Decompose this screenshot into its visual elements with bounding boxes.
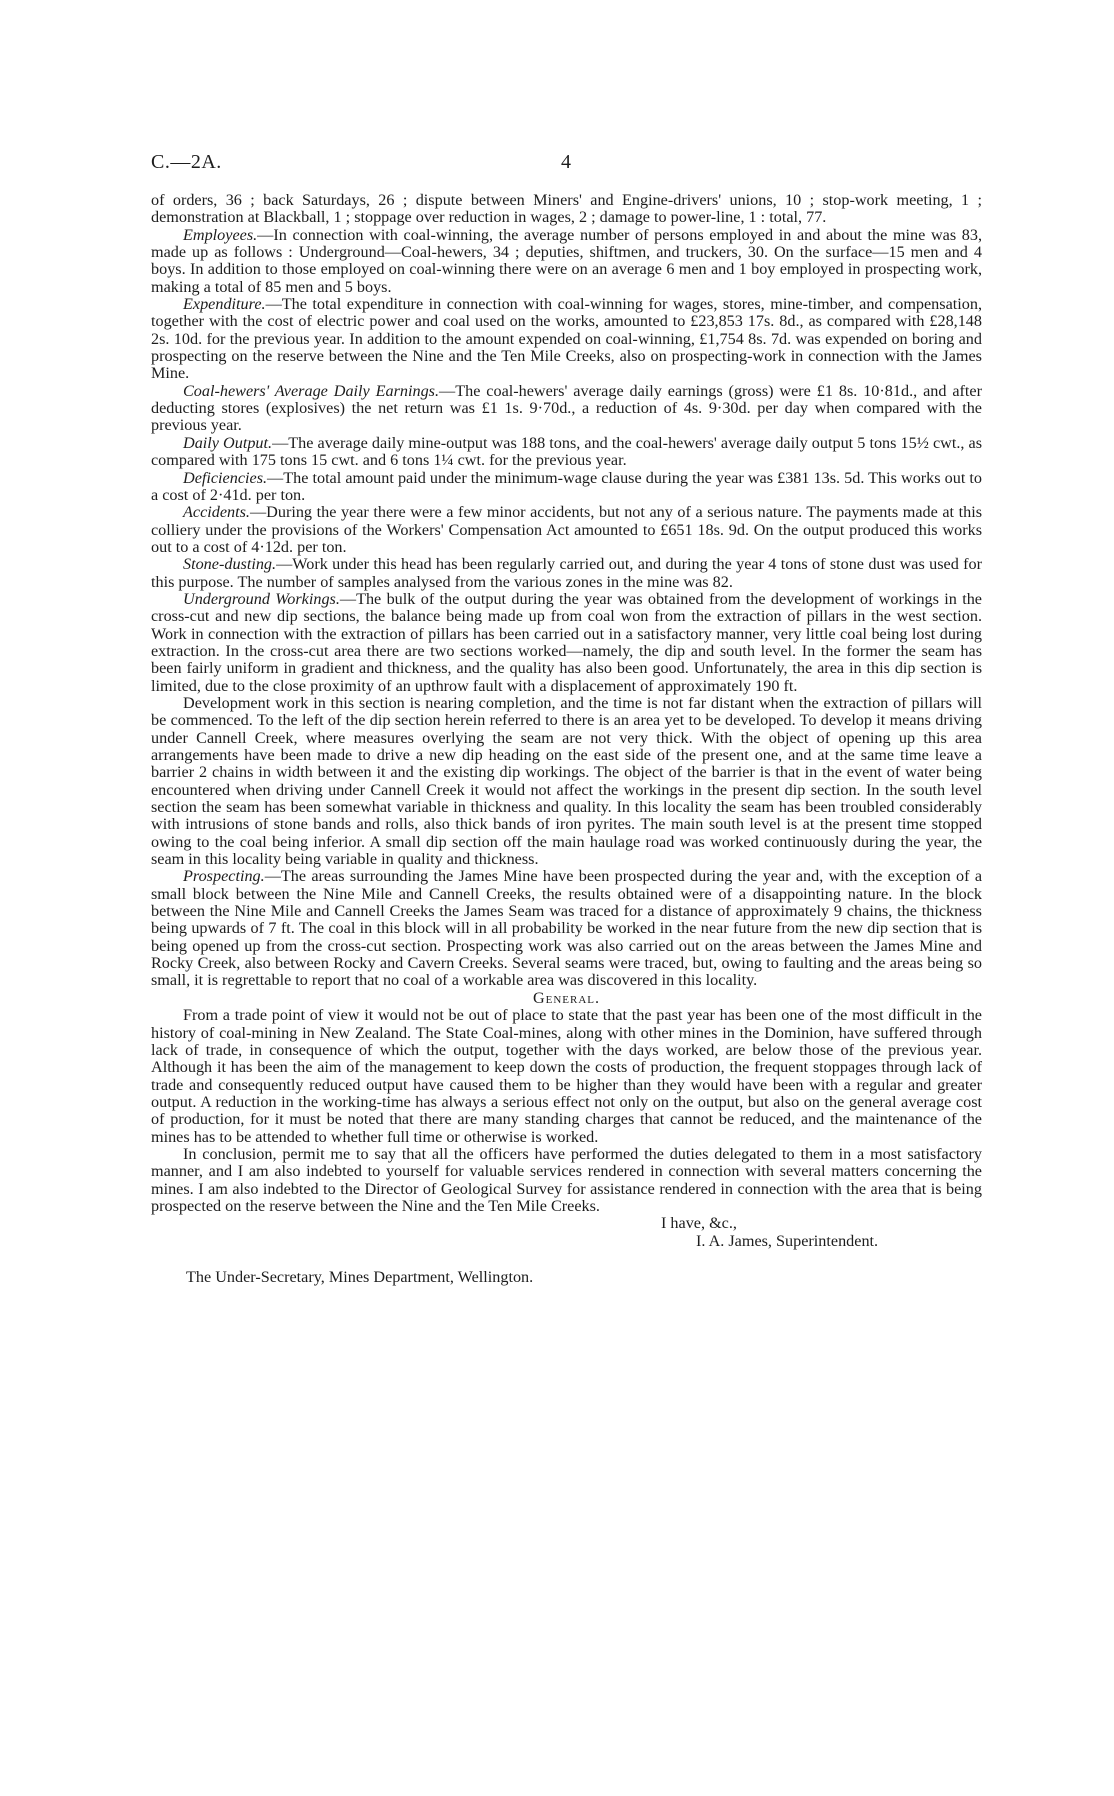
paragraph-conclusion: In conclusion, permit me to say that all the officers have performed the duties delegated to them in a most satisfactory manner, and I am also indebted to yourself for valuable services rendered in connection with several matters concerning the mines. I am also indebted to the Director of Geological Survey for assistance rendered in connection with the area that is being prospected on the reserve between the Nine and the Ten Mile Creeks.	[151, 1144, 982, 1215]
paragraph-heading: Employees.	[183, 225, 258, 244]
paragraph-earnings: Coal-hewers' Average Daily Earnings.—The coal-hewers' average daily earnings (gross) were £1 8s. 10·81d., and after deducting stores (explosives) the net return was £1 1s. 9·70d., a reduction of 4s. 9·30d. per day when compared with the previous year.	[151, 381, 982, 435]
paragraph-expenditure: Expenditure.—The total expenditure in connection with coal-winning for wages, stores, mine-timber, and compensation, together with the cost of electric power and coal used on the works, amounted to £23,853 17s. 8d., as compared with £28,148 2s. 10d. for the previous year. In addition to the amount expended on coal-winning, £1,754 8s. 7d. was expended on boring and prospecting on the reserve between the Nine and the Ten Mile Creeks, also on prospecting-work in connection with the James Mine.	[151, 295, 982, 383]
paragraph-stone-dusting: Stone-dusting.—Work under this head has been regularly carried out, and during the year 4 tons of stone dust was used for this purpose. The number of samples analysed from the various zones in the mine was 82.	[151, 555, 982, 591]
paragraph-heading: Prospecting.	[183, 867, 265, 886]
paragraph-prospecting: Prospecting.—The areas surrounding the James Mine have been prospected during the year and, with the exception of a small block between the Nine Mile and Cannell Creeks, the results obtained were of a disappointing nature. In the block between the Nine Mile and Cannell Creeks the James Seam was traced for a distance of approximately 9 chains, the thickness being upwards of 7 ft. The coal in this block will in all probability be worked in the near future from the new dip section that is being opened up from the cross-cut section. Prospecting work was also carried out on the areas between the James Mine and Rocky Creek, also between Rocky and Cavern Creeks. Several seams were traced, but, owing to faulting and the areas being so small, it is regrettable to report that no coal of a workable area was discovered in this locality.	[151, 867, 982, 990]
paragraph-heading: Coal-hewers' Average Daily Earnings.	[183, 381, 440, 400]
paragraph-heading: Deficiencies.	[183, 468, 268, 487]
page-number: 4	[561, 151, 571, 173]
addressee: The Under-Secretary, Mines Department, Wellington.	[186, 1268, 534, 1287]
paragraph-deficiencies: Deficiencies.—The total amount paid under the minimum-wage clause during the year was £381 13s. 5d. This works out to a cost of 2·41d. per ton.	[151, 468, 982, 504]
paragraph-heading: Expenditure.	[183, 295, 266, 314]
paragraph-general-trade: From a trade point of view it would not be out of place to state that the past year has been one of the most difficult in the history of coal-mining in New Zealand. The State Coal-mines, along with other mines in the Dominion, have suffered through lack of trade, in consequence of which the output, together with the days worked, are below those of the previous year. Although it has been the aim of the management to keep down the costs of production, the frequent stoppages through lack of trade and consequently reduced output have caused them to be higher than they would have been with a regular and greater output. A reduction in the working-time has always a serious effect not only on the output, but also on the general average cost of production, for it must be noted that there are many standing charges that cannot be reduced, and the maintenance of the mines has to be attended to whether full time or otherwise is worked.	[151, 1006, 982, 1146]
paragraph-heading: Accidents.	[183, 503, 250, 522]
section-heading-general: General.	[532, 988, 601, 1007]
paragraph-heading: Daily Output.	[183, 433, 273, 452]
document-page	[151, 150, 982, 1291]
paragraph-development: Development work in this section is nearing completion, and the time is not far distant when the extraction of pillars will be commenced. To the left of the dip section herein referred to there is an area yet to be developed. To develop it means driving under Cannell Creek, where measures overlying the seam are not very thick. With the object of opening up this area arrangements have been made to drive a new dip heading on the east side of the present one, and at the same time leave a barrier 2 chains in width between it and the existing dip workings. The object of the barrier is that in the event of water being encountered when driving under Cannell Creek it would not affect the workings in the present dip section. In the south level section the seam has been somewhat variable in thickness and quality. In this locality the seam has been troubled considerably with intrusions of stone bands and rolls, also thick bands of iron pyrites. The main south level is at the present time stopped owing to the coal being inferior. A small dip section off the main haulage road was worked continuously during the year, the seam in this locality being variable in quality and thickness.	[151, 693, 982, 869]
page-header	[151, 150, 982, 180]
paragraph-accidents: Accidents.—During the year there were a few minor accidents, but not any of a serious nature. The payments made at this colliery under the provisions of the Workers' Compensation Act amounted to £651 18s. 9d. On the output produced this works out to a cost of 4·12d. per ton.	[151, 503, 982, 556]
paragraph-employees: Employees.—In connection with coal-winning, the average number of persons employed in and about the mine was 83, made up as follows : Underground—Coal-hewers, 34 ; deputies, shiftmen, and truckers, 30. On the surface—15 men and 4 boys. In addition to those employed on coal-winning there were on an average 6 men and 1 boy employed in prospecting work, making a total of 85 men and 5 boys.	[151, 225, 982, 296]
letter-closing	[151, 1215, 982, 1291]
salutation: I have, &c.,	[661, 1214, 737, 1233]
paragraph-heading: Stone-dusting.	[183, 555, 277, 574]
paragraph-daily-output: Daily Output.—The average daily mine-output was 188 tons, and the coal-hewers' average daily output 5 tons 15½ cwt., as compared with 175 tons 15 cwt. and 6 tons 1¼ cwt. for the previous year.	[151, 433, 982, 470]
paragraph-heading: Underground Workings.	[183, 589, 340, 608]
paragraph-continuation: of orders, 36 ; back Saturdays, 26 ; dispute between Miners' and Engine-drivers' unions, 10 ; stop-work meeting, 1 ; demonstration at Blackball, 1 ; stoppage over reduction in wages, 2 ; damage to power-line, 1 : total, 77.	[151, 191, 982, 227]
signature: I. A. James, Superintendent.	[696, 1232, 879, 1251]
report-code: C.—2A.	[151, 151, 222, 173]
paragraph-underground-workings: Underground Workings.—The bulk of the output during the year was obtained from the development of workings in the cross-cut and new dip sections, the balance being made up from coal won from the extraction of pillars in the west section. Work in connection with the extraction of pillars has been carried out in a satisfactory manner, very little coal being lost during extraction. In the cross-cut area there are two sections worked—namely, the dip and south level. In the former the seam has been fairly uniform in gradient and thickness, and the quality has also been good. Unfortunately, the area in this dip section is limited, due to the close proximity of an upthrow fault with a displacement of approximately 190 ft.	[151, 589, 982, 695]
